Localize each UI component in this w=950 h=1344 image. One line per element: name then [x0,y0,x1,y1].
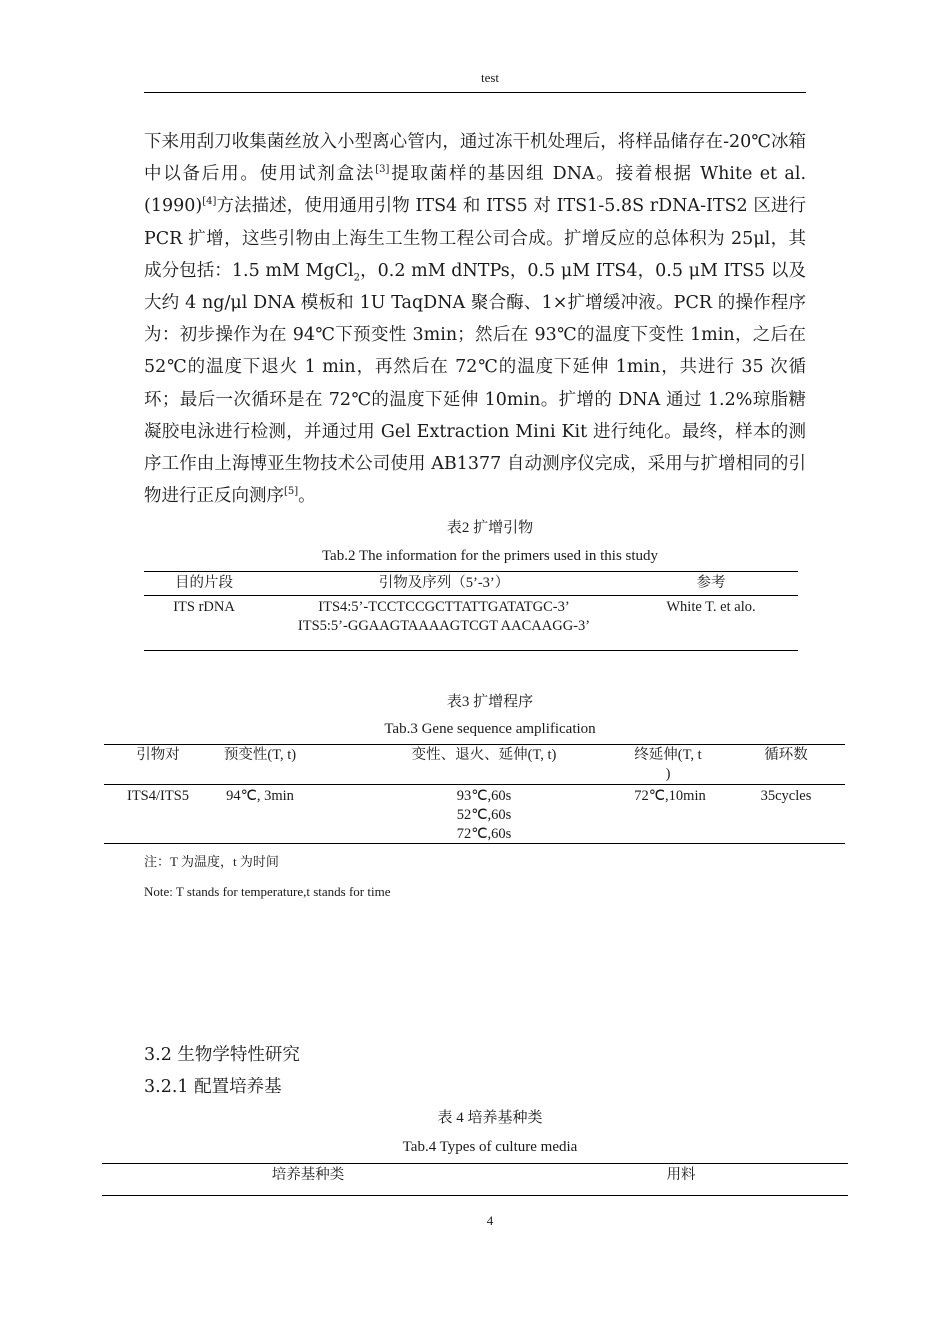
section-heading-3-2: 3.2 生物学特性研究 [144,1045,300,1065]
table3-cell-cycle-extend: 72℃,60s [456,826,512,842]
table3-bottom-rule [104,843,845,844]
table3-header-cycles: 循环数 [764,747,808,763]
body-paragraph [144,126,806,512]
table3-caption-cn: 表3 扩增程序 [446,694,534,710]
citation-5: [5] [284,486,299,498]
table2-header-primer: 引物及序列（5’-3’） [378,575,510,591]
para-text-4: ，0.2 mM dNTPs，0.5 μM ITS4，0.5 μM ITS5 以及大约 4 ng/μl DNA 模板和 1U TaqDNA 聚合酶、1×扩增缓冲液。PCR 的操作程序为：初步操作为在 94℃下预变性 3min；然后在 93℃的温度下变性 1min，之后在 52℃的温度下退火 1 min，再然后在 72℃的温度下延伸 1min，共进行 35 次循环；最后一次循环是在 72℃的温度下延伸 10min。扩增的 DNA 通过 1.2%琼脂糖凝胶电泳进行检测，并通过用 Gel Extraction Mini Kit 进行纯化。最终，样本的测序工作由上海博亚生物技术公司使用 AB1377 自动测序仪完成，采用与扩增相同的引物进行正反向测序 [144,260,806,507]
table2-caption-cn: 表2 扩增引物 [446,520,534,536]
page-header: test [480,70,500,85]
para-text-3: 方法描述，使用通用引物 ITS4 和 ITS5 对 ITS1-5.8S rDNA-ITS2 区进行 PCR 扩增，这些引物由上海生工生物工程公司合成。扩增反应的总体积为 25μl，其成分包括：1.5 mM MgCl [144,196,806,281]
subscript-2: 2 [353,272,360,284]
table3-cell-pair: ITS4/ITS5 [126,788,190,804]
table3-header-predenature: 预变性(T, t) [223,747,297,763]
table2-cell-primer1: ITS4:5’-TCCTCCGCTTATTGATATGC-3’ [318,599,570,615]
header-rule [144,92,806,93]
table3-cell-cycle-anneal: 52℃,60s [456,807,512,823]
table3-cell-final: 72℃,10min [634,788,706,804]
table4-header-media: 培养基种类 [271,1167,345,1183]
table3-header-final-a: 终延伸(T, t [634,747,702,763]
section-heading-3-2-1: 3.2.1 配置培养基 [144,1077,282,1097]
table3-note-cn: 注：T 为温度，t 为时间 [144,854,279,869]
table4-header-ingredients: 用料 [666,1167,696,1183]
table2-top-rule [144,571,798,572]
table3-cell-predenature: 94℃, 3min [226,788,294,804]
table2-bottom-rule [144,650,798,651]
table3-header-rule [104,784,845,785]
table2-caption-en: Tab.2 The information for the primers used in this study [321,548,659,564]
citation-4: [4] [202,196,217,208]
table3-header-final-b: ) [665,766,671,782]
table4-caption-cn: 表 4 培养基种类 [437,1110,543,1126]
table3-header-cycle: 变性、退火、延伸(T, t) [411,747,557,763]
table2-header-rule [144,595,798,596]
table4-top-rule [102,1163,848,1164]
table3-cell-cycles: 35cycles [760,788,812,804]
table2-header-fragment: 目的片段 [175,575,233,591]
para-text-2: 提取菌样的基因组 DNA。接着根据 White et al.(1990) [144,164,807,217]
table3-top-rule [104,744,845,745]
table4-header-rule [102,1195,848,1196]
table2-header-reference: 参考 [696,575,726,591]
table2-cell-fragment: ITS rDNA [173,599,235,615]
page-number: 4 [486,1213,494,1228]
table3-header-pair: 引物对 [136,747,180,763]
table3-cell-cycle-denature: 93℃,60s [456,788,512,804]
table4-caption-en: Tab.4 Types of culture media [402,1139,578,1155]
table2-cell-reference: White T. et alo. [666,599,756,615]
citation-3: [3] [375,164,390,176]
table3-caption-en: Tab.3 Gene sequence amplification [384,721,596,737]
table2-cell-primer2: ITS5:5’-GGAAGTAAAAGTCGT AACAAGG-3’ [297,618,591,634]
para-text-5: 。 [298,486,316,507]
para-text-1: 下来用刮刀收集菌丝放入小型离心管内，通过冻干机处理后，将样品储存在-20℃冰箱中以备后用。使用试剂盒法 [144,132,806,185]
table3-note-en: Note: T stands for temperature,t stands for time [144,884,391,899]
